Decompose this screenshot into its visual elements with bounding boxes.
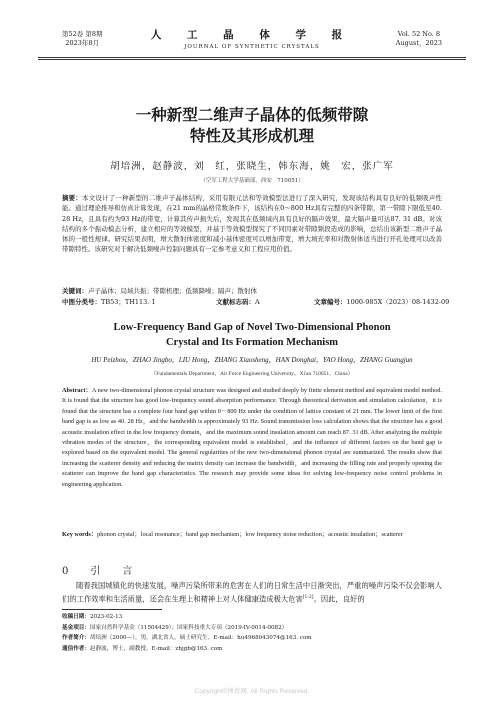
citation-ref[interactable]: [1-2] xyxy=(302,594,314,600)
keywords-en-label: Key words： xyxy=(62,531,98,538)
clc-label: 中图分类号： xyxy=(62,298,101,306)
footnote-rule xyxy=(62,609,162,610)
abstract-en-text: A new two-dimensional phonon crystal structure was designed and studied deeply by finite element method and equivalent model method. It is found that the structure has good low-frequency sound absorption performance. Through theoretical derivation and simulation calculation，it is found that the structure has a complete four band gap within 0－800 Hz under the condition of lattice constant of 21 mm. The lower limit of the first band gap is as low as 40. 28 Hz，and the bandwidth is approximately 93 Hz. Sound transmission loss calculation shows that the structure has a good acoustic insulation effect in the low frequency domain，and the maximum sound insulation amount can reach 87. 31 dB. After analyzing the multiple vibration modes of the structure，the corresponding equivalent model is established，and the influence of different factors on the band gap is explored based on the equivalent model. The general regularities of the new two-dimensional phonon crystal are summarized. The results show that increasing the scatterer density and reducing the matrix density can increase the bandwidth，and increasing the filling rate and properly opening the scatterer can improve the band gap characteristics. The research may provide some ideas for solving low-frequency noise control problems in engineering application. xyxy=(62,387,443,488)
affiliation-cn: （空军工程大学基础部，西安 710051） xyxy=(200,178,304,184)
abstract-cn-text: 本文设计了一种新型的二维声子晶体结构，采用有限元法和等效模型法进行了深入研究，发现该结构具有良好的低频吸声性能。通过理论推导和仿真计算发现，在21 mm的晶格常数条件下，该结构在0～800 Hz具有完整的四条带隙，第一带隙下限低至40. 28 Hz，且具有约为93 Hz的带宽，计算其传声损失后，发现其在低频域内具有良好的隔声效果，最大隔声量可达87. 31 dB。对该结构的多个振动模态分析，建立相应的等效模型，并基于等效模型探究了不同因素对带隙频段造成的影响，总结出该新型二维声子晶体的一般性规律。研究结果表明，增大散射体密度和减小基体密度可以增加带宽，增大填充率和对散射体适当进行开孔处理可以改善带隙特性。该研究对于解决低频噪声控制问题具有一定参考意义和工程应用价值。 xyxy=(62,194,443,254)
paper-title-cn xyxy=(0,104,504,146)
header-rule-thin xyxy=(38,59,466,60)
intro-tail: 。因此，良好的 xyxy=(313,593,365,603)
introduction-paragraph xyxy=(62,580,442,604)
abstract-cn-label: 摘要： xyxy=(62,194,83,202)
keywords-en xyxy=(62,530,442,540)
received-value: 2023-02-13 xyxy=(89,614,123,620)
footnote-fund xyxy=(62,623,442,634)
volume-issue-en: Vol. 52 No. 8 xyxy=(397,30,441,38)
paper-title-en xyxy=(0,320,504,350)
article-no-field xyxy=(314,297,449,307)
journal-header xyxy=(0,14,504,84)
affiliation-en: （Fundamentals Department，Air Force Engineering University，Xi'an 710051，China） xyxy=(150,371,354,377)
abstract-cn xyxy=(62,193,442,255)
doc-code-value: A xyxy=(255,298,260,306)
title-en-line2: Crystal and Its Formation Mechanism xyxy=(165,337,339,348)
date-en: August，2023 xyxy=(395,39,442,47)
author-bio-value: 胡培洲（2000—），男，湖北省人，硕士研究生。E-mail：hu4968043074@163. com xyxy=(89,635,312,641)
footnote-received xyxy=(62,612,442,623)
volume-issue-cn: 第52卷 第8期 xyxy=(62,30,103,38)
abstract-en-label: Abstract： xyxy=(62,387,92,394)
doc-code-field xyxy=(216,297,260,307)
keywords-cn-text: 声子晶体；局域共振；带隙机理；低频降噪；隔声；散射体 xyxy=(88,287,257,295)
header-rule xyxy=(38,57,466,58)
section-heading-introduction: 0 引 言 xyxy=(62,566,139,577)
date-cn: 2023年8月 xyxy=(65,39,100,47)
title-cn-line2: 特性及其形成机理 xyxy=(189,126,314,145)
keywords-cn xyxy=(62,286,442,296)
footnote-corresponding xyxy=(62,644,442,655)
intro-text: 随着我国城镇化的快速发展，噪声污染所带来的危害在人们的日常生活中日渐突出，严重的噪声污染不仅会影响人们的工作效率和生活质量，还会在生理上和精神上对人体健康造成极大危害 xyxy=(62,581,442,603)
clc-value: TB53；TH113. 1 xyxy=(101,298,156,306)
article-no-label: 文章编号： xyxy=(314,298,347,306)
title-cn-line1: 一种新型二维声子晶体的低频带隙 xyxy=(135,105,369,124)
keywords-en-text: phonon crystal；local resonance；band gap mechanism；low frequency noise reduction；acoustic insulation；scatterer xyxy=(97,531,403,538)
keywords-cn-label: 关键词： xyxy=(62,287,88,295)
header-right xyxy=(396,30,442,48)
abstract-en xyxy=(62,386,442,490)
corresponding-label: 通信作者： xyxy=(62,645,90,652)
title-en-line1: Low-Frequency Band Gap of Novel Two-Dimensional Phonon xyxy=(113,322,391,333)
article-no-value: 1000-985X（2023）08-1432-09 xyxy=(346,298,450,306)
received-label: 收稿日期： xyxy=(62,614,90,620)
doc-code-label: 文献标志码： xyxy=(216,298,255,306)
footnote-author xyxy=(62,633,442,644)
corresponding-value: 赵静波，博士，副教授。E-mail：zhjgb@163. com xyxy=(89,645,223,652)
author-bio-label: 作者简介： xyxy=(62,635,90,641)
journal-name-cn: 人 工 晶 体 学 报 xyxy=(150,29,354,41)
fund-label: 基金项目： xyxy=(62,624,90,631)
clc-field xyxy=(62,297,156,307)
authors-en: HU Peizhou，ZHAO Jingbo，LIU Hong，ZHANG Xiaosheng，HAN Donghai，YAO Hong，ZHANG Guangjun xyxy=(91,356,413,364)
fund-value: 国家自然科学基金（11504429）；国家科技重大专项（2019-IV-0014-0082） xyxy=(89,624,288,631)
authors-cn: 胡培洲，赵静波，刘 红，张晓生，韩东海，姚 宏，张广军 xyxy=(110,161,394,172)
footnotes xyxy=(62,612,442,654)
journal-name-en: JOURNAL OF SYNTHETIC CRYSTALS xyxy=(184,44,320,50)
copyright-watermark: Copyright©博看网. All Rights Reserved. xyxy=(194,688,310,695)
